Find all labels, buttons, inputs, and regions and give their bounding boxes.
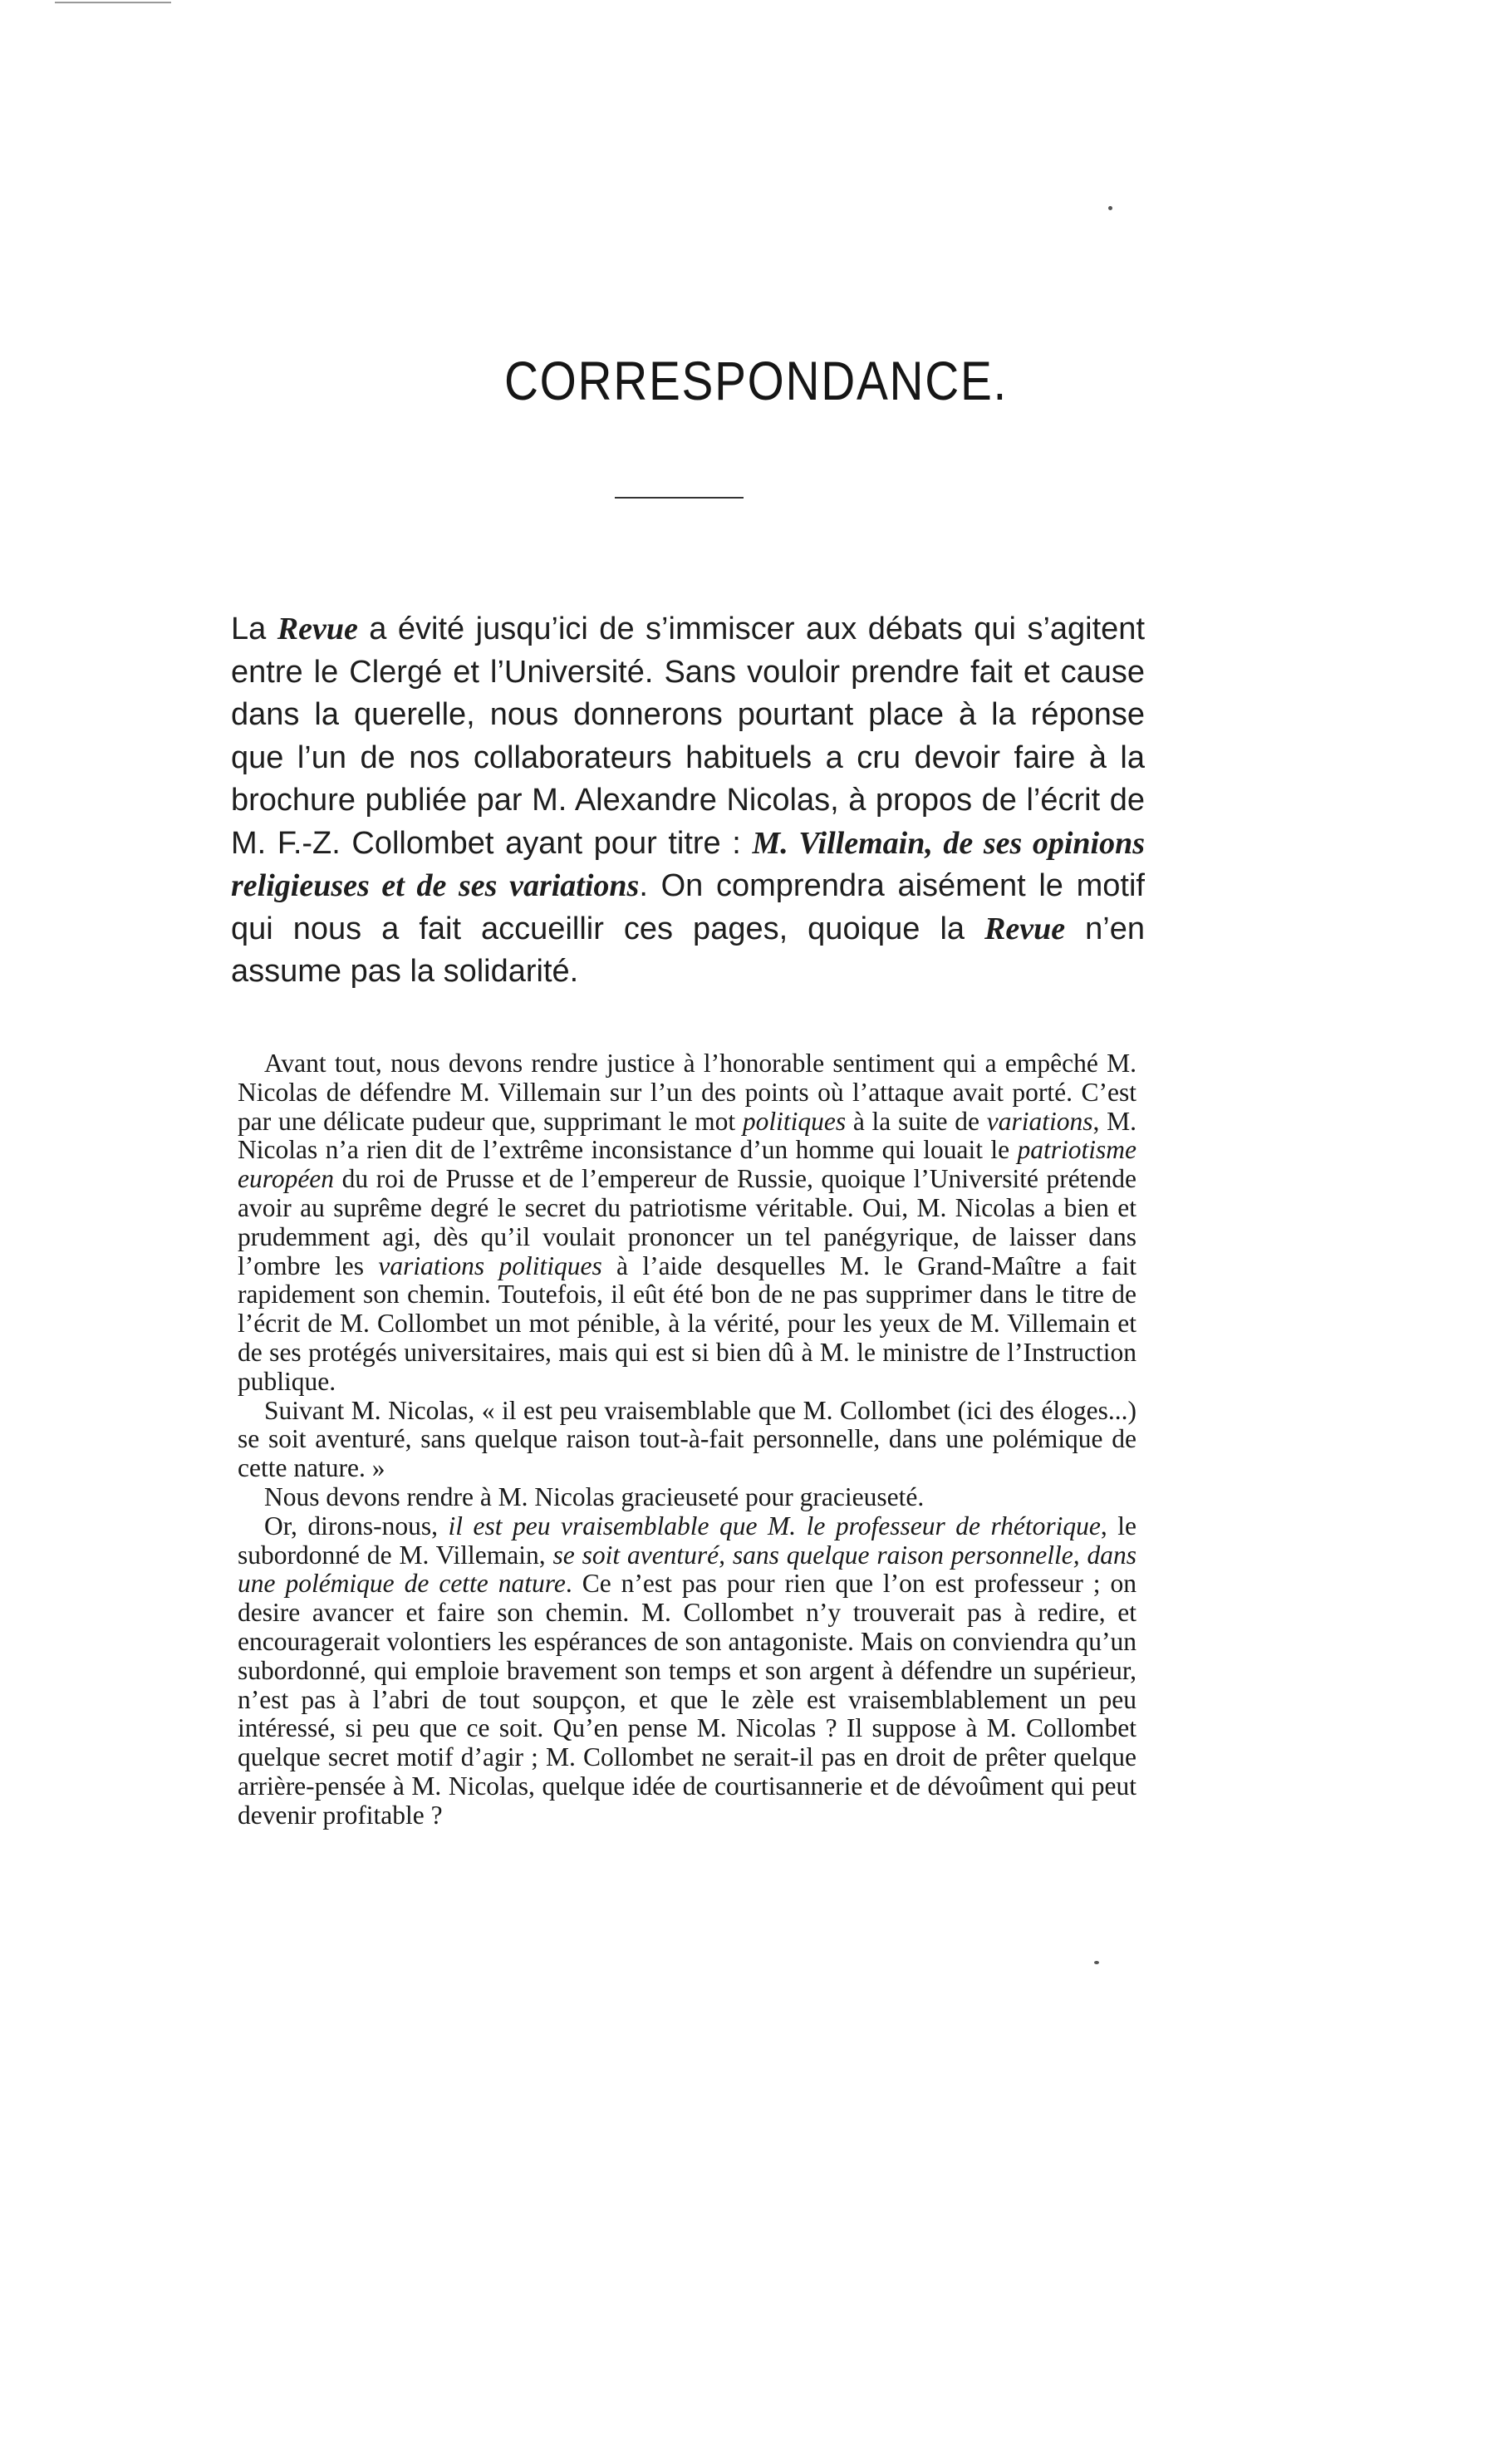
letter-body <box>238 1049 1136 1830</box>
body-paragraph-4: Or, dirons-nous, il est peu vraisemblable que M. le professeur de rhétorique, le subordonné de M. Villemain, se soit aventuré, sans quelque raison personnelle, dans une polémique de cette nature. Ce n’est pas pour rien que l’on est professeur ; on desire avancer et faire son chemin. M. Collombet n’y trouverait pas à redire, et encouragerait volontiers les espérances de son antagoniste. Mais on conviendra qu’un subordonné, qui emploie bravement son temps et son argent à défendre un supérieur, n’est pas à l’abri de tout soupçon, et que le zèle est vraisemblablement un peu intéressé, si peu que ce soit. Qu’en pense M. Nicolas ? Il suppose à M. Collombet quelque secret motif d’agir ; M. Collombet ne serait-il pas en droit de prêter quelque arrière-pensée à M. Nicolas, quelque idée de courtisannerie et de dévoûment qui peut devenir profitable ? <box>238 1511 1137 1830</box>
editorial-note <box>231 608 1145 994</box>
intro-paragraph: La Revue a évité jusqu’ici de s’immiscer aux débats qui s’agitent entre le Clergé et l’Université. Sans vouloir prendre fait et cause dans la querelle, nous donnerons pourtant place à la réponse que l’un de nos collaborateurs habituels a cru devoir faire à la brochure publiée par M. Alexandre Nicolas, à propos de l’écrit de M. F.-Z. Collombet ayant pour titre : M. Villemain, de ses opinions religieuses et de ses variations. On comprendra aisément le motif qui nous a fait accueillir ces pages, quoique la Revue n’en assume pas la solidarité. <box>231 612 1145 989</box>
book-title: M. Villemain, de ses opinions religieuses et de ses variations <box>231 825 1145 903</box>
scan-speck <box>1108 206 1112 210</box>
body-paragraph-1: Avant tout, nous devons rendre justice à l’honorable sentiment qui a empêché M. Nicolas de défendre M. Villemain sur l’un des points où l’attaque avait porté. C’est par une délicate pudeur que, supprimant le mot politiques à la suite de variations, M. Nicolas n’a rien dit de l’extrême inconsistance d’un homme qui louait le patriotisme européen du roi de Prusse et de l’empereur de Russie, quoique l’Université prétende avoir au suprême degré le secret du patriotisme véritable. Oui, M. Nicolas a bien et prudemment agi, dès qu’il voulait prononcer un tel panégyrique, de laisser dans l’ombre les variations politiques à l’aide desquelles M. le Grand-Maître a fait rapidement son chemin. Toutefois, il eût été bon de ne pas supprimer dans le titre de l’écrit de M. Collombet un mot pénible, à la vérité, pour les yeux de M. Villemain et de ses protégés universitaires, mais qui est si bien dû à M. le ministre de l’Instruction publique. <box>238 1049 1137 1396</box>
body-paragraph-2: Suivant M. Nicolas, « il est peu vraisemblable que M. Collombet (ici des éloges...) se soit aventuré, sans quelque raison tout-à-fait personnelle, dans une polémique de cette nature. » <box>238 1395 1136 1483</box>
scan-speck <box>1094 1961 1099 1964</box>
body-paragraph-3: Nous devons rendre à M. Nicolas gracieuseté pour gracieuseté. <box>264 1481 925 1511</box>
revue-name: Revue <box>277 612 358 646</box>
page-title: CORRESPONDANCE. <box>503 350 1009 411</box>
revue-name: Revue <box>984 911 1066 946</box>
scan-edge-mark <box>55 2 171 3</box>
title-divider <box>615 497 744 499</box>
